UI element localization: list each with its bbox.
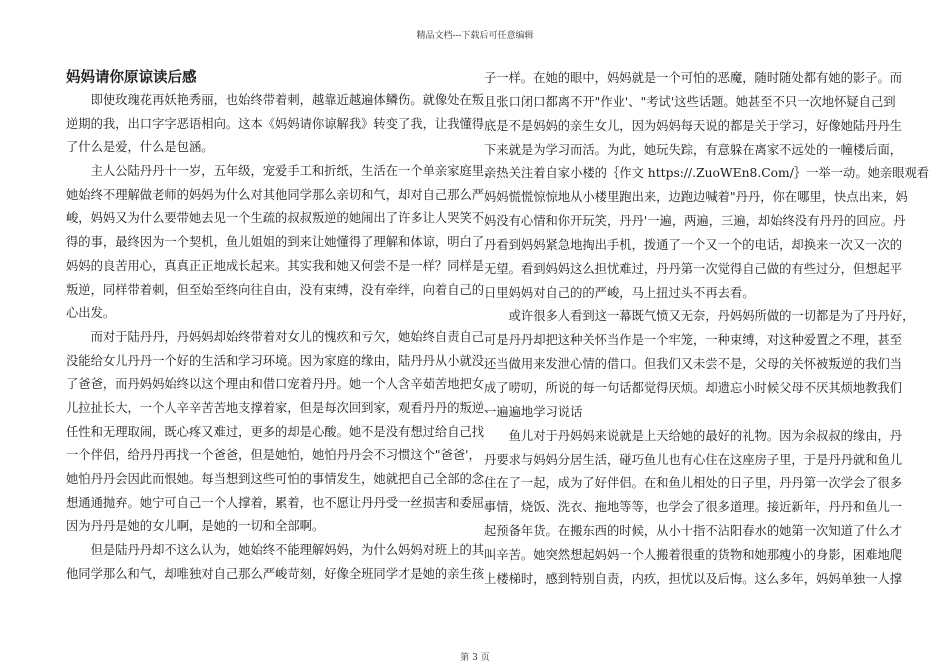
text-line: 住在了一起，成为了好伴侣。在和鱼儿相处的日子里，丹丹第一次学会了很多 [484,476,903,491]
text-line: 妈妈的良苦用心，真真正正地成长起来。其实我和她又何尝不是一样？同样是 [66,258,485,273]
text-line: 事情，烧饭、洗衣、拖地等等，也学会了很多道理。接近新年，丹丹和鱼儿一 [484,500,903,515]
text-line: 因为丹丹是她的女儿啊，是她的一切和全部啊。 [66,519,325,534]
text-line: 主人公陆丹丹十一岁，五年级，宠爱手工和折纸，生活在一个单亲家庭里， [66,164,497,179]
text-line: 但是陆丹丹却不这么认为，她始终不能理解妈妈，为什么妈妈对班上的其 [66,543,485,558]
text-line: 妈妈慌慌惊惊地从小楼里跑出来，边跑边喊着"丹丹，你在哪里，快点出来，妈 [484,190,908,205]
text-line: 峻，妈妈又为什么要带她去见一个生疏的叔叔叛逆的她闹出了许多让人哭笑不 [66,211,485,226]
text-line: 她怕丹丹会因此而恨她。每当想到这些可怕的事情发生，她就把自己全部的念 [66,472,485,486]
text-line: 可是丹丹却把这种关怀当作是一个牢笼，一种束缚，对这种爱置之不理，甚至 [484,333,903,348]
text-line: 即使玫瑰花再妖艳秀丽，也始终带着刺，越靠近越遍体鳞伤。就像处在叛 [66,93,485,107]
page-header: 精品文档---下载后可任意编辑 [416,31,534,41]
left-column-text [66,89,497,586]
text-line: 她始终不理解做老师的妈妈为什么对其他同学那么亲切和气，却对自己那么严 [66,187,485,202]
text-line: 底是不是妈妈的亲生女儿，因为妈妈每天说的都是关于学习，好像她陆丹丹生 [484,118,903,133]
text-line: 了爸爸，而丹妈妈始终以这个理由和借口宠着丹丹。她一个人含辛茹苦地把女 [66,377,485,392]
text-line: 儿拉扯长大，一个人辛辛苦苦地支撑着家，但是每次回到家，观看丹丹的叛逆、 [66,400,497,415]
text-line: 亲热关注着自家小楼的｛作文 https://.ZuoWEn8.Com/｝一举一动。她亲眼观看 [484,166,930,181]
text-line: 丹要求与妈妈分居生活，碰巧鱼儿也有心住在这座房子里，于是丹丹就和鱼儿 [484,452,903,467]
text-line: 还当做用来发泄心情的借口。但我们又未尝不是，父母的关怀被叛逆的我们当 [484,357,903,372]
text-line: 得的事，最终因为一个契机，鱼儿姐姐的到来让她懂得了理解和体谅，明白了 [66,235,485,250]
text-line: 子一样。在她的眼中，妈妈就是一个可怕的恶魔，随时随处都有她的影子。而 [484,71,903,85]
right-column [484,67,930,592]
text-line: 他同学那么和气，却唯独对自己那么严峻苛刻，好像全班同学才是她的亲生孩 [66,566,485,581]
page-number: 第 3 页 [460,653,490,663]
text-line: 任性和无理取闹，既心疼又难过，更多的却是心酸。她不是没有想过给自己找 [66,424,485,439]
text-line: 且张口闭口都离不开"作业'、"考试'这些话题。她甚至不只一次地怀疑自己到 [484,94,896,109]
text-line: 心出发。 [66,306,116,321]
text-line: 下来就是为学习而活。为此，她玩失踪，有意躲在离家不远处的一幢楼后面， [484,142,903,157]
text-line: 了什么是爱，什么是包涵。 [66,140,214,155]
text-line: 妈没有心情和你开玩笑，丹丹'一遍，两遍，三遍，却始终没有丹丹的回应。丹 [484,214,906,229]
text-line: 一个伴侣，给丹丹再找一个爸爸，但是她怕，她怕丹丹会不习惯这个"爸爸'， [66,448,481,463]
text-line: 而对于陆丹丹，丹妈妈却始终带着对女儿的愧疚和亏欠，她始终自责自己 [66,329,485,344]
text-line: 上楼梯时，感到特别自责，内疚，担忧以及后悔。这么多年，妈妈单独一人撑 [484,571,903,586]
left-column [66,67,497,586]
text-line: 无望。看到妈妈这么担忧难过，丹丹第一次觉得自己做的有些过分，但想起平 [484,261,903,276]
right-column-text [484,67,930,592]
text-line: 没能给女儿丹丹一个好的生活和学习环境。因为家庭的缘由，陆丹丹从小就没 [66,353,485,368]
text-line: 成了唠叨，所说的每一句话都觉得厌烦。却遗忘小时候父母不厌其烦地教我们 [484,380,903,395]
text-line: 叛逆，同样带着刺，但至始至终向往自由，没有束缚，没有牵绊，向着自己的 [66,282,485,297]
text-line: 想通通抛弃。她宁可自己一个人撑着，累着，也不愿让丹丹受一丝损害和委屈。 [66,495,497,510]
text-line: 日里妈妈对自己的的严峻，马上扭过头不再去看。 [484,285,755,300]
text-line: 鱼儿对于丹妈妈来说就是上天给她的最好的礼物。因为余叔叔的缘由，丹 [484,428,903,443]
text-line: 丹看到妈妈紧急地掏出手机，拨通了一个又一个的电话，却换来一次又一次的 [484,237,903,252]
text-line: 一遍遍地学习说话 [484,404,583,419]
text-line: 起预备年货。在搬东西的时候，从小十指不沾阳春水的她第一次知道了什么才 [484,524,903,539]
text-line: 叫辛苦。她突然想起妈妈一个人搬着很重的货物和她那瘦小的身影，困难地爬 [484,547,903,562]
document-title: 妈妈请你原谅读后感 [66,70,197,86]
text-line: 逆期的我，出口字字恶语相向。这本《妈妈请你谅解我》转变了我，让我懂得 [66,116,485,131]
text-line: 或许很多人看到这一幕既气愤又无奈，丹妈妈所做的一切都是为了丹丹好， [484,309,915,324]
